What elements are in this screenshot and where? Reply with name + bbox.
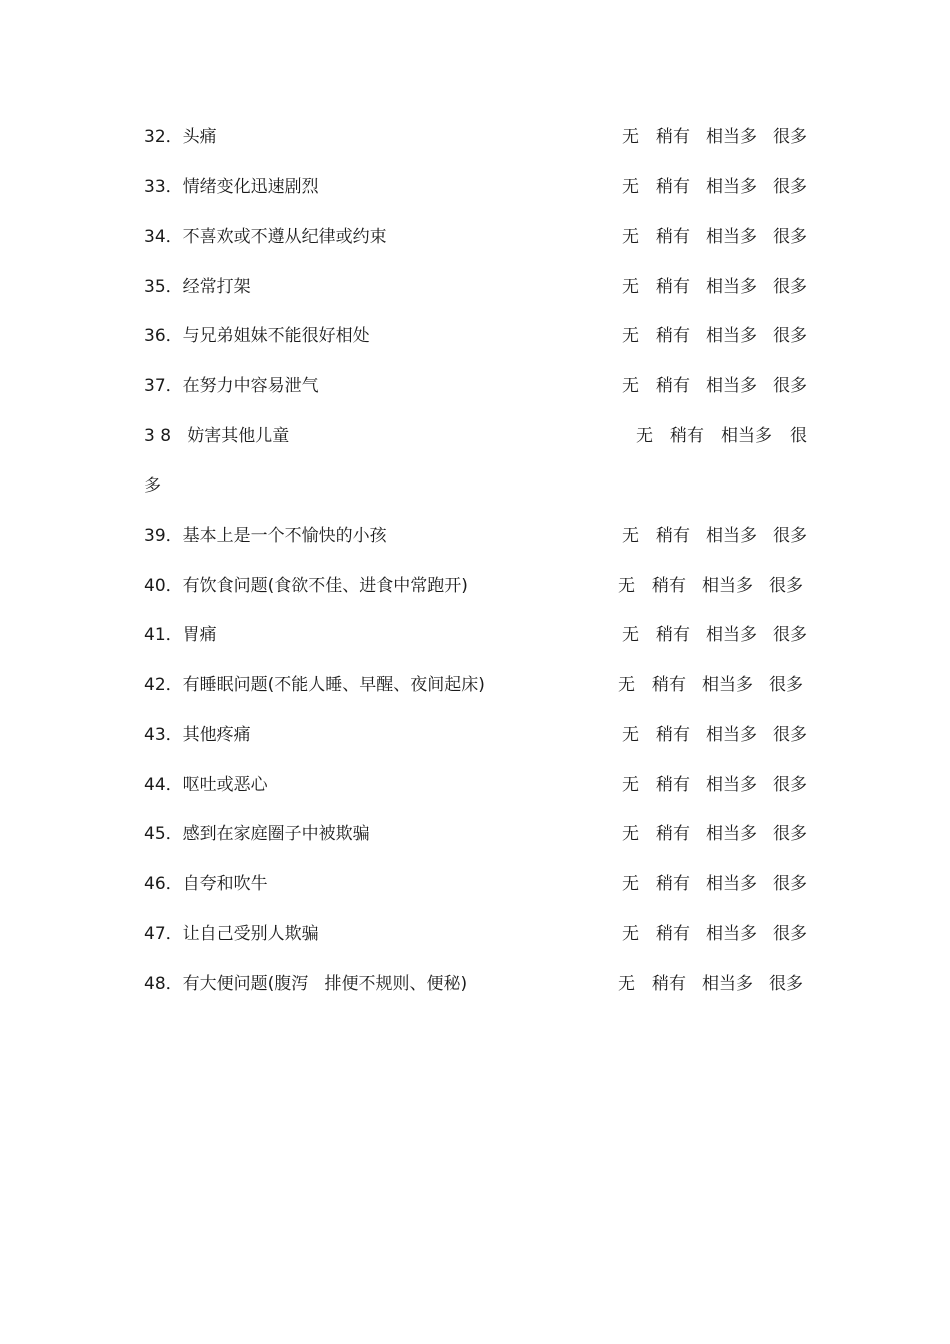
option-none: 无	[622, 376, 639, 396]
option-considerable: 相当多	[706, 775, 757, 795]
option-very-much: 很多	[773, 625, 807, 645]
questionnaire-item	[0, 421, 950, 451]
questionnaire-item	[0, 770, 950, 800]
option-slight: 稍有	[656, 775, 690, 795]
item-text: 41．胃痛	[144, 625, 217, 645]
option-considerable: 相当多	[702, 974, 753, 994]
item-text: 48．有大便问题(腹泻 排便不规则、便秘)	[144, 974, 468, 994]
questionnaire-item	[0, 272, 950, 302]
option-none: 无	[622, 127, 639, 147]
option-none: 无	[618, 974, 635, 994]
option-very-much: 很多	[773, 376, 807, 396]
item-text: 39．基本上是一个不愉快的小孩	[144, 526, 387, 546]
option-very-much-continuation: 多	[144, 476, 161, 496]
option-very-much: 很多	[773, 177, 807, 197]
option-very-much: 很多	[773, 227, 807, 247]
option-slight: 稍有	[656, 177, 690, 197]
questionnaire-item	[0, 122, 950, 152]
option-very-much: 很多	[773, 725, 807, 745]
item-text: 36．与兄弟姐妹不能很好相处	[144, 326, 370, 346]
option-very-much: 很多	[773, 775, 807, 795]
option-very-much: 很多	[769, 974, 803, 994]
option-considerable: 相当多	[706, 277, 757, 297]
option-none: 无	[618, 576, 635, 596]
questionnaire-item	[0, 521, 950, 551]
item-text: 37．在努力中容易泄气	[144, 376, 319, 396]
option-very-much: 很多	[773, 277, 807, 297]
questionnaire-item	[0, 371, 950, 401]
item-text: 46．自夸和吹牛	[144, 874, 268, 894]
option-slight: 稍有	[656, 127, 690, 147]
item-text: 45．感到在家庭圈子中被欺骗	[144, 824, 370, 844]
option-slight: 稍有	[656, 924, 690, 944]
questionnaire-item	[0, 571, 950, 601]
option-none: 无	[622, 725, 639, 745]
option-very-much: 很多	[773, 824, 807, 844]
option-considerable: 相当多	[702, 576, 753, 596]
item-text: 43．其他疼痛	[144, 725, 251, 745]
item-text: 44．呕吐或恶心	[144, 775, 268, 795]
option-considerable: 相当多	[721, 426, 772, 446]
option-none: 无	[618, 675, 635, 695]
option-very-much: 很多	[769, 675, 803, 695]
option-slight: 稍有	[656, 227, 690, 247]
option-slight: 稍有	[656, 376, 690, 396]
item-text: 40．有饮食问题(食欲不佳、进食中常跑开)	[144, 576, 468, 596]
option-slight: 稍有	[652, 974, 686, 994]
option-very-much-part: 很	[790, 426, 807, 446]
option-slight: 稍有	[656, 326, 690, 346]
option-considerable: 相当多	[706, 227, 757, 247]
option-considerable: 相当多	[706, 725, 757, 745]
option-considerable: 相当多	[706, 625, 757, 645]
item-text: 42．有睡眠问题(不能人睡、早醒、夜间起床)	[144, 675, 485, 695]
option-very-much: 很多	[773, 127, 807, 147]
option-very-much: 很多	[773, 526, 807, 546]
option-none: 无	[636, 426, 653, 446]
option-slight: 稍有	[670, 426, 704, 446]
option-considerable: 相当多	[706, 326, 757, 346]
option-considerable: 相当多	[706, 824, 757, 844]
wrapped-line	[0, 471, 950, 501]
questionnaire-item	[0, 321, 950, 351]
option-none: 无	[622, 775, 639, 795]
option-none: 无	[622, 526, 639, 546]
item-text: 33．情绪变化迅速剧烈	[144, 177, 319, 197]
option-slight: 稍有	[656, 725, 690, 745]
option-none: 无	[622, 874, 639, 894]
option-very-much: 很多	[773, 874, 807, 894]
option-slight: 稍有	[652, 675, 686, 695]
option-slight: 稍有	[656, 874, 690, 894]
option-slight: 稍有	[652, 576, 686, 596]
option-considerable: 相当多	[706, 127, 757, 147]
option-very-much: 很多	[773, 326, 807, 346]
questionnaire-item	[0, 222, 950, 252]
option-considerable: 相当多	[706, 177, 757, 197]
item-text: 3 8 妨害其他儿童	[144, 426, 290, 446]
option-none: 无	[622, 277, 639, 297]
questionnaire-item	[0, 172, 950, 202]
option-slight: 稍有	[656, 526, 690, 546]
option-considerable: 相当多	[706, 924, 757, 944]
option-slight: 稍有	[656, 824, 690, 844]
questionnaire-item	[0, 670, 950, 700]
option-considerable: 相当多	[706, 874, 757, 894]
option-none: 无	[622, 924, 639, 944]
option-none: 无	[622, 227, 639, 247]
questionnaire-item	[0, 919, 950, 949]
item-text: 35．经常打架	[144, 277, 251, 297]
option-considerable: 相当多	[702, 675, 753, 695]
option-very-much: 很多	[769, 576, 803, 596]
item-text: 34．不喜欢或不遵从纪律或约束	[144, 227, 387, 247]
questionnaire-item	[0, 969, 950, 999]
option-very-much: 很多	[773, 924, 807, 944]
option-slight: 稍有	[656, 625, 690, 645]
item-text: 32．头痛	[144, 127, 217, 147]
option-considerable: 相当多	[706, 526, 757, 546]
option-slight: 稍有	[656, 277, 690, 297]
option-none: 无	[622, 177, 639, 197]
option-none: 无	[622, 824, 639, 844]
option-none: 无	[622, 326, 639, 346]
item-text: 47．让自己受别人欺骗	[144, 924, 319, 944]
questionnaire-item	[0, 620, 950, 650]
questionnaire-item	[0, 720, 950, 750]
option-considerable: 相当多	[706, 376, 757, 396]
questionnaire-item	[0, 869, 950, 899]
questionnaire-item	[0, 819, 950, 849]
option-none: 无	[622, 625, 639, 645]
